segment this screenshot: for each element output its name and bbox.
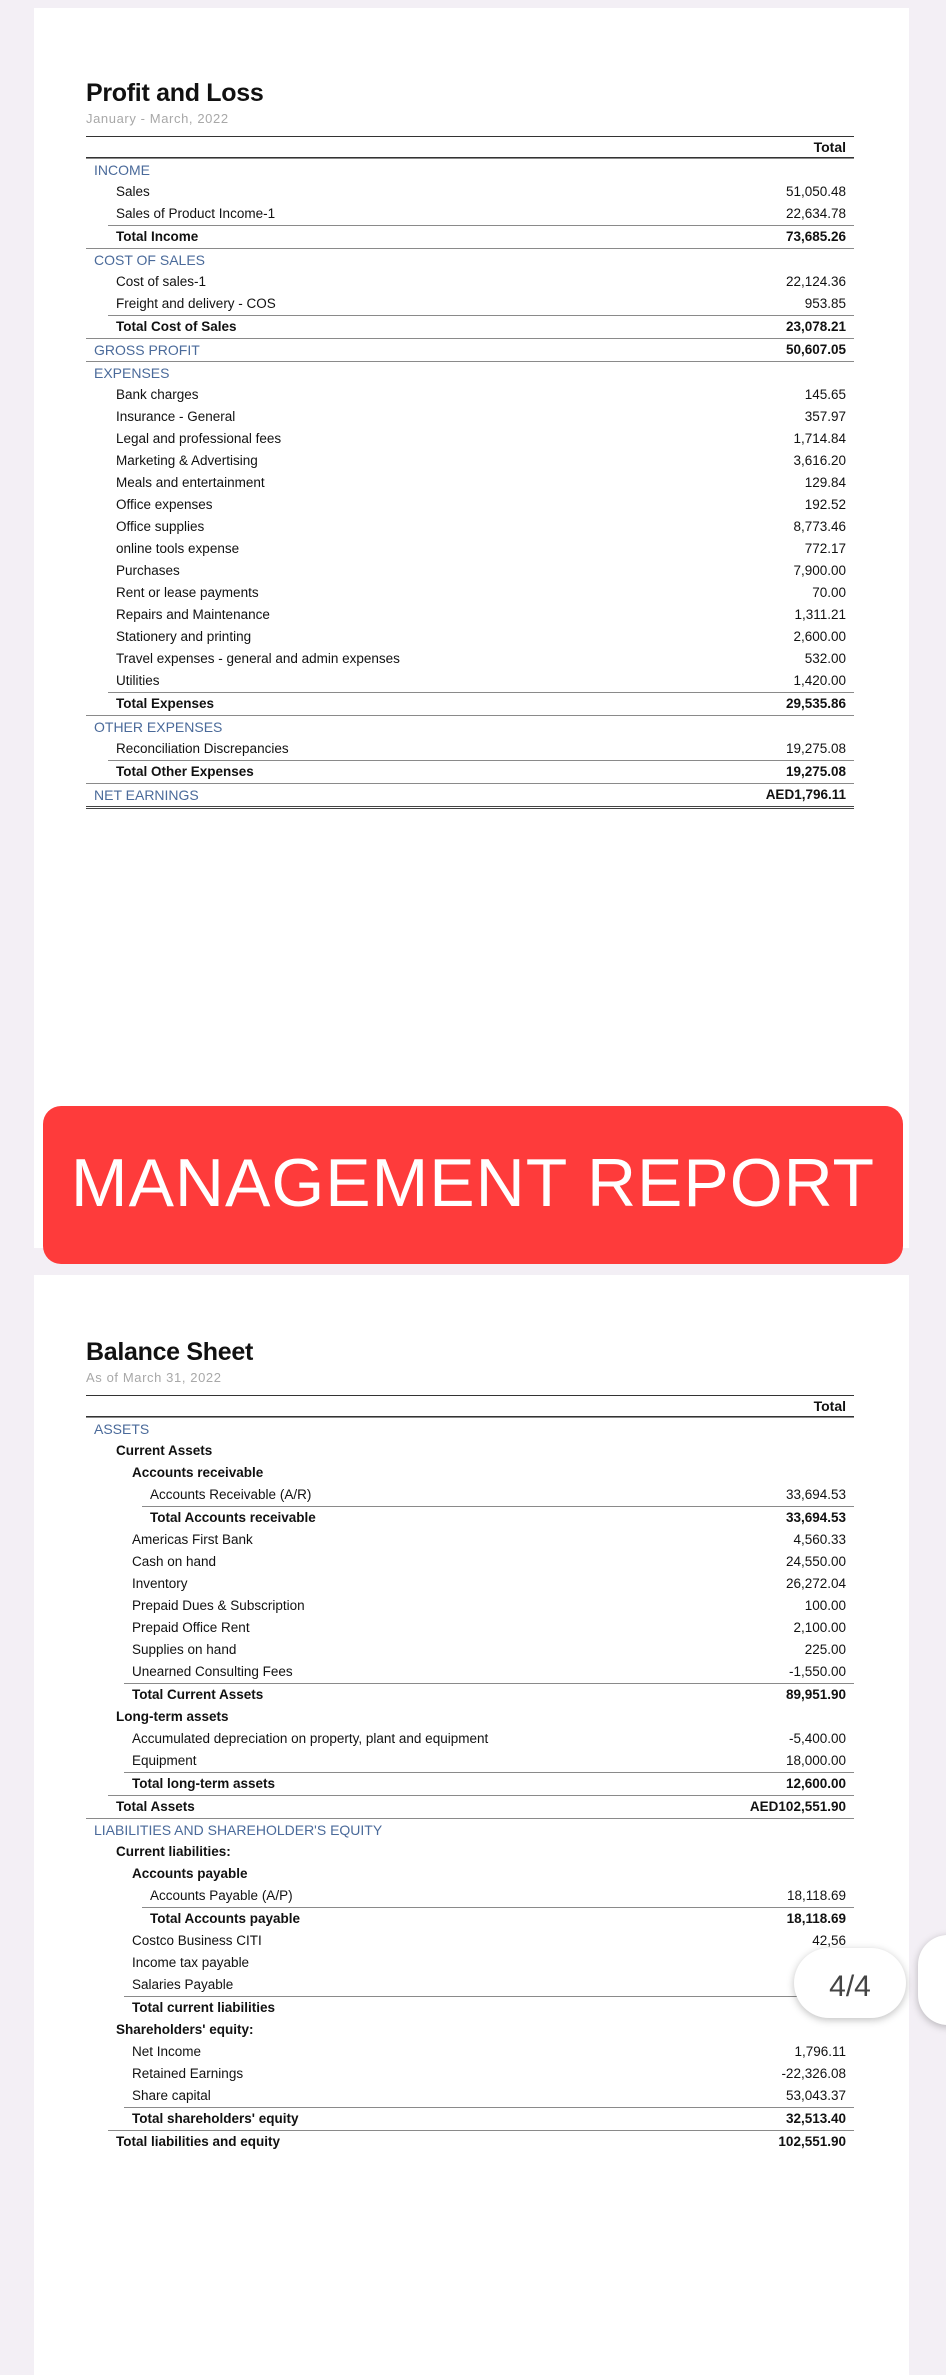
row-value: 29,535.86 [785, 696, 846, 711]
banner-text: MANAGEMENT REPORT [70, 1145, 876, 1221]
report-row [86, 604, 854, 626]
report-row [86, 384, 854, 406]
row-label: Unearned Consulting Fees [132, 1664, 293, 1679]
column-header [86, 1395, 854, 1417]
row-value: 2,100.00 [793, 1620, 846, 1635]
row-label: Total Current Assets [132, 1687, 264, 1702]
report-row [86, 1617, 854, 1639]
report-row [86, 1529, 854, 1551]
row-value: 73,685.26 [785, 229, 846, 244]
row-label: Total Accounts receivable [150, 1510, 316, 1525]
report-row [108, 692, 854, 715]
report-row [86, 538, 854, 560]
report-row [124, 1683, 854, 1706]
side-handle[interactable] [918, 1935, 946, 2025]
report-title: Profit and Loss [86, 79, 264, 107]
page-indicator[interactable] [794, 1948, 906, 2018]
row-label: Total Income [116, 229, 199, 244]
row-value: 1,420.00 [793, 673, 846, 688]
row-value: 145.65 [804, 387, 846, 402]
row-label: Shareholders' equity: [116, 2022, 254, 2037]
row-label: Office supplies [116, 519, 205, 534]
row-label: Salaries Payable [132, 1977, 234, 1992]
report-row [86, 582, 854, 604]
row-label: Accumulated depreciation on property, plant and equipment [132, 1731, 489, 1746]
report-row [86, 271, 854, 293]
column-total-label: Total [813, 1398, 846, 1414]
row-value: 22,124.36 [785, 274, 846, 289]
report-row [86, 1818, 854, 1841]
row-value: 19,275.08 [785, 764, 846, 779]
report-row [86, 1841, 854, 1863]
row-value: 26,272.04 [785, 1576, 846, 1591]
report-row [142, 1907, 854, 1930]
report-row [86, 1440, 854, 1462]
report-row [108, 2130, 854, 2153]
row-label: Total Accounts payable [150, 1911, 301, 1926]
row-label: Current liabilities: [116, 1844, 231, 1859]
row-value: AED102,551.90 [749, 1799, 846, 1814]
report-row [86, 1462, 854, 1484]
row-label: Long-term assets [116, 1709, 229, 1724]
row-label: Travel expenses - general and admin expenses [116, 651, 400, 666]
report-row [86, 1639, 854, 1661]
row-label: Americas First Bank [132, 1532, 253, 1547]
row-label: Total long-term assets [132, 1776, 276, 1791]
report-row [86, 472, 854, 494]
row-value: 33,694.53 [785, 1487, 846, 1502]
report-row [86, 203, 854, 225]
row-value: 192.52 [804, 497, 846, 512]
row-label: Sales [116, 184, 150, 199]
row-label: Total Expenses [116, 696, 215, 711]
report-row [108, 225, 854, 248]
row-label: Total Cost of Sales [116, 319, 237, 334]
row-label: Utilities [116, 673, 160, 688]
row-label: Accounts receivable [132, 1465, 264, 1480]
report-row [86, 715, 854, 738]
bs-rows [86, 1417, 854, 2153]
report-row [86, 738, 854, 760]
report-row [86, 181, 854, 203]
report-row [86, 338, 854, 361]
row-value: 532.00 [804, 651, 846, 666]
row-value: 70.00 [812, 585, 846, 600]
report-row [86, 2085, 854, 2107]
row-label: INCOME [94, 162, 150, 178]
report-row [86, 1885, 854, 1907]
row-label: Costco Business CITI [132, 1933, 262, 1948]
report-row [86, 1661, 854, 1683]
report-row [86, 1551, 854, 1573]
row-label: Purchases [116, 563, 180, 578]
row-label: Rent or lease payments [116, 585, 259, 600]
row-label: Cash on hand [132, 1554, 217, 1569]
row-label: Marketing & Advertising [116, 453, 258, 468]
row-label: Accounts Receivable (A/R) [150, 1487, 312, 1502]
row-label: Bank charges [116, 387, 199, 402]
pnl-rows [86, 158, 854, 809]
row-value: 100.00 [804, 1598, 846, 1613]
row-value: 1,311.21 [794, 607, 846, 622]
report-row [124, 2107, 854, 2130]
balance-sheet-report [86, 1335, 854, 2153]
row-value: 225.00 [804, 1642, 846, 1657]
row-label: Repairs and Maintenance [116, 607, 270, 622]
row-value: 3,616.20 [793, 453, 846, 468]
report-row [86, 1484, 854, 1506]
report-row [86, 1595, 854, 1617]
report-row [124, 1772, 854, 1795]
report-row [86, 1573, 854, 1595]
row-value: 8,773.46 [793, 519, 846, 534]
row-value: 19,275.08 [785, 741, 846, 756]
row-value: 102,551.90 [778, 2134, 846, 2149]
row-label: Inventory [132, 1576, 188, 1591]
report-period: January - March, 2022 [86, 111, 229, 126]
column-header [86, 136, 854, 158]
report-row [86, 1930, 854, 1952]
report-row [86, 1952, 854, 1974]
report-row [108, 315, 854, 338]
row-label: online tools expense [116, 541, 240, 556]
row-label: Equipment [132, 1753, 197, 1768]
report-date: As of March 31, 2022 [86, 1370, 222, 1385]
row-value: -22,326.08 [781, 2066, 846, 2081]
row-value: 1,714.84 [793, 431, 846, 446]
row-label: Total Assets [116, 1799, 195, 1814]
row-value: -5,400.00 [788, 1731, 846, 1746]
row-value: 772.17 [804, 541, 846, 556]
profit-and-loss-report [86, 76, 854, 809]
report-page-1 [34, 8, 909, 1248]
row-label: Total liabilities and equity [116, 2134, 281, 2149]
report-row [86, 248, 854, 271]
row-label: Accounts payable [132, 1866, 248, 1881]
row-value: 22,634.78 [785, 206, 846, 221]
row-label: Accounts Payable (A/P) [150, 1888, 293, 1903]
report-row [86, 648, 854, 670]
row-label: Total Other Expenses [116, 764, 254, 779]
row-value: 12,600.00 [785, 1776, 846, 1791]
row-label: Total current liabilities [132, 2000, 276, 2015]
row-label: NET EARNINGS [94, 787, 199, 803]
report-row [86, 783, 854, 809]
report-row [86, 428, 854, 450]
report-row [86, 494, 854, 516]
row-label: Prepaid Office Rent [132, 1620, 250, 1635]
row-label: LIABILITIES AND SHAREHOLDER'S EQUITY [94, 1822, 383, 1838]
report-row [142, 1506, 854, 1529]
row-label: Current Assets [116, 1443, 213, 1458]
row-value: 32,513.40 [785, 2111, 846, 2126]
page-indicator-label: 4/4 [829, 1970, 871, 2003]
row-value: 2,600.00 [793, 629, 846, 644]
row-value: 18,000.00 [785, 1753, 846, 1768]
report-row [86, 1706, 854, 1728]
row-value: -1,550.00 [788, 1664, 846, 1679]
row-value: 18,118.69 [786, 1888, 846, 1903]
report-row [86, 516, 854, 538]
row-value: 53,043.37 [785, 2088, 846, 2103]
report-row [86, 670, 854, 692]
report-row [86, 293, 854, 315]
row-label: Meals and entertainment [116, 475, 265, 490]
row-label: Total shareholders' equity [132, 2111, 299, 2126]
row-value: 23,078.21 [785, 319, 846, 334]
row-label: Sales of Product Income-1 [116, 206, 276, 221]
row-value: 18,118.69 [786, 1911, 846, 1926]
row-value: 7,900.00 [793, 563, 846, 578]
report-row [86, 1728, 854, 1750]
row-value: 24,550.00 [785, 1554, 846, 1569]
row-label: Cost of sales-1 [116, 274, 207, 289]
row-label: COST OF SALES [94, 252, 205, 268]
report-page-2 [34, 1275, 909, 2375]
management-report-banner [43, 1106, 903, 1264]
row-value: 89,951.90 [785, 1687, 846, 1702]
row-label: Prepaid Dues & Subscription [132, 1598, 305, 1613]
report-row [86, 560, 854, 582]
report-row [86, 626, 854, 648]
report-row [86, 1417, 854, 1440]
row-value: 129.84 [804, 475, 846, 490]
row-value: 953.85 [804, 296, 846, 311]
row-label: Legal and professional fees [116, 431, 282, 446]
row-value: 1,796.11 [794, 2044, 846, 2059]
report-row [86, 1974, 854, 1996]
row-label: Retained Earnings [132, 2066, 244, 2081]
report-row [86, 2063, 854, 2085]
column-total-label: Total [813, 139, 846, 155]
report-row [124, 1996, 854, 2019]
row-value: 51,050.48 [785, 184, 846, 199]
row-label: Freight and delivery - COS [116, 296, 276, 311]
row-label: Income tax payable [132, 1955, 250, 1970]
row-label: Share capital [132, 2088, 211, 2103]
row-label: ASSETS [94, 1421, 150, 1437]
row-label: Office expenses [116, 497, 213, 512]
report-row [86, 1863, 854, 1885]
report-row [108, 760, 854, 783]
report-row [86, 450, 854, 472]
report-row [86, 361, 854, 384]
row-label: Supplies on hand [132, 1642, 237, 1657]
report-row [86, 1750, 854, 1772]
row-label: GROSS PROFIT [94, 342, 200, 358]
row-value: 33,694.53 [785, 1510, 846, 1525]
row-label: Net Income [132, 2044, 202, 2059]
row-label: EXPENSES [94, 365, 170, 381]
row-value: 42,56 [812, 1933, 846, 1948]
report-row [86, 406, 854, 428]
row-value: 357.97 [804, 409, 846, 424]
row-label: Stationery and printing [116, 629, 252, 644]
report-row [86, 2041, 854, 2063]
report-row [86, 158, 854, 181]
report-title: Balance Sheet [86, 1338, 254, 1366]
row-label: Insurance - General [116, 409, 236, 424]
row-label: Reconciliation Discrepancies [116, 741, 289, 756]
row-value: 4,560.33 [793, 1532, 846, 1547]
row-label: OTHER EXPENSES [94, 719, 223, 735]
report-row [86, 2019, 854, 2041]
row-value: AED1,796.11 [765, 787, 846, 802]
report-row [108, 1795, 854, 1818]
row-value: 50,607.05 [785, 342, 846, 357]
